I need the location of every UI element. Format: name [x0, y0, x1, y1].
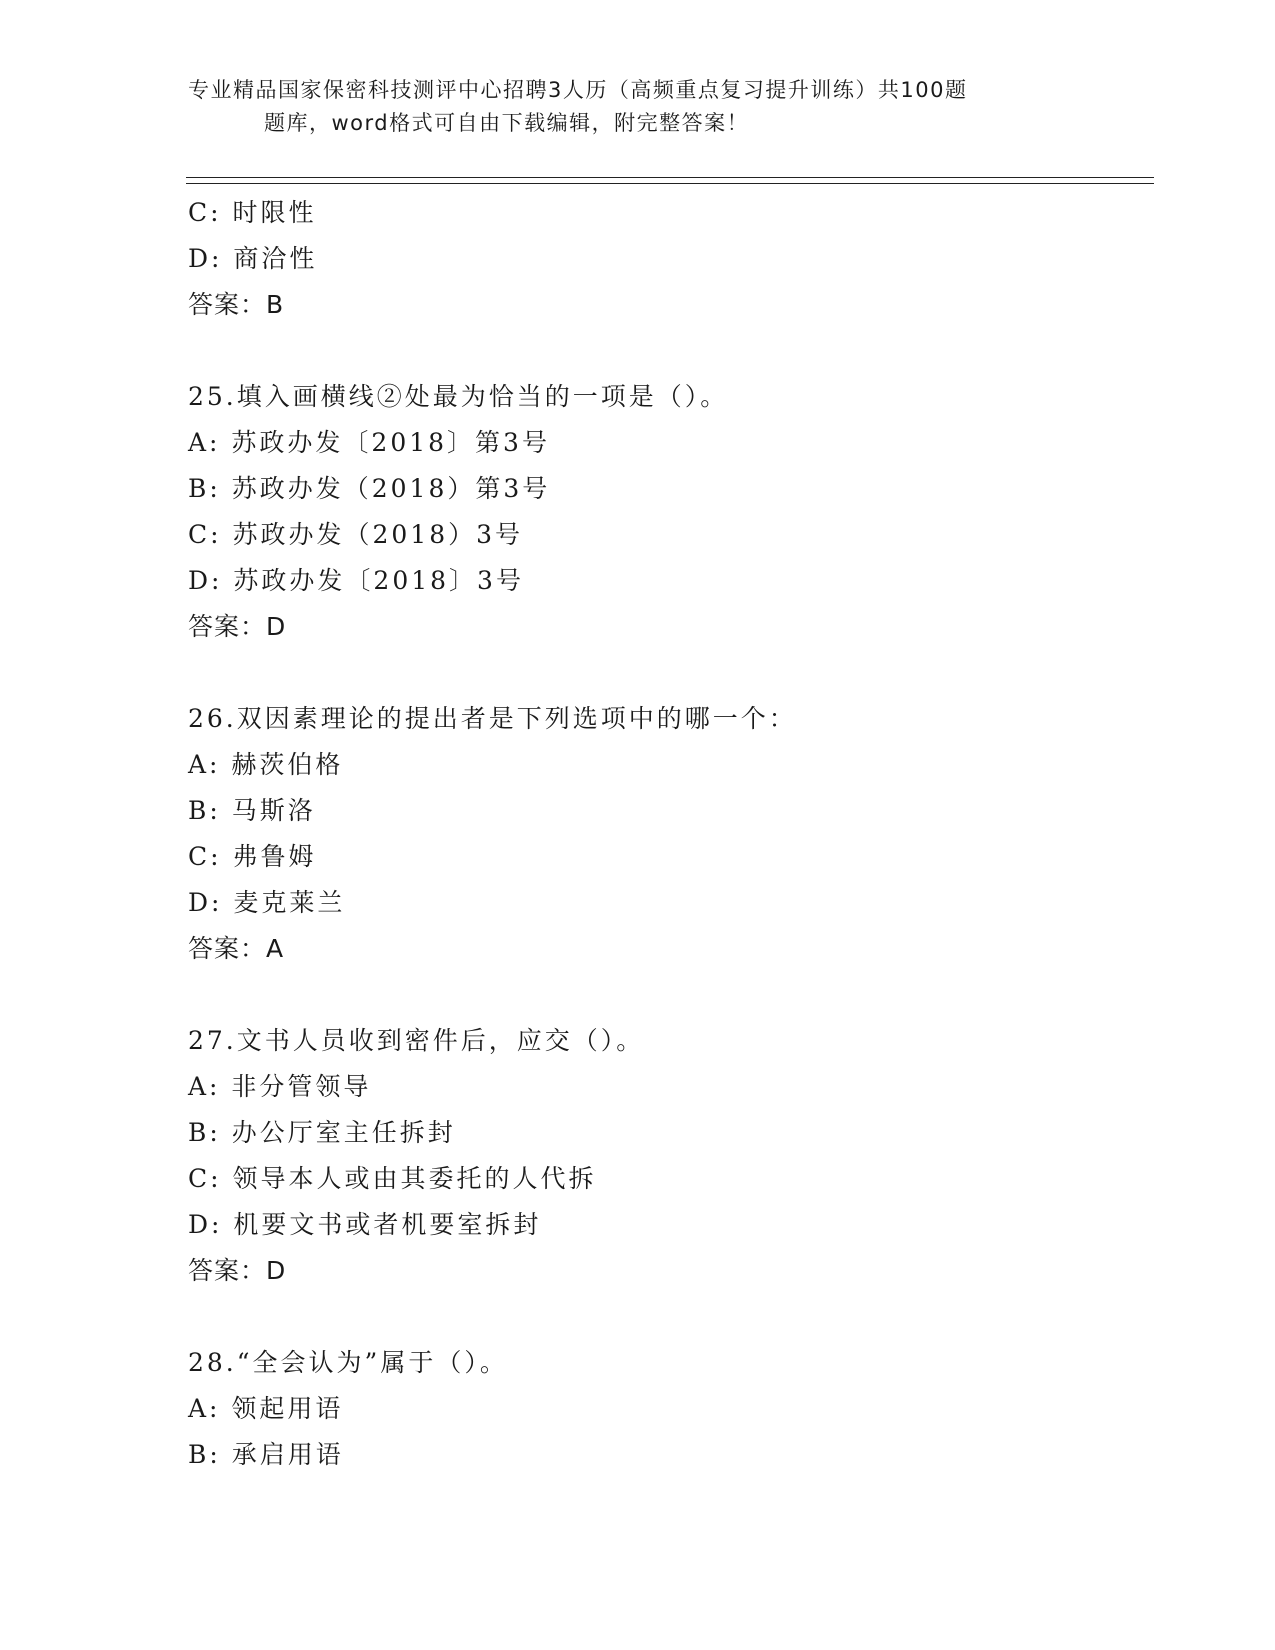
question-stem: 27.文书人员收到密件后，应交（）。 [188, 1026, 645, 1055]
option-a: A: 苏政办发〔2018〕第3号 [188, 428, 550, 457]
question-stem: 25.填入画横线②处最为恰当的一项是（）。 [188, 382, 729, 411]
option-c: C: 领导本人或由其委托的人代拆 [188, 1164, 597, 1193]
option-a: A: 非分管领导 [188, 1072, 372, 1101]
option-d: D: 商洽性 [188, 244, 318, 273]
header-title-line1: 专业精品国家保密科技测评中心招聘3人历（高频重点复习提升训练）共100题 [188, 78, 968, 102]
question-list [188, 190, 1148, 1478]
answer-label: 答案：D [188, 612, 287, 641]
header-rule-top [186, 177, 1154, 178]
option-b: B: 马斯洛 [188, 796, 316, 825]
answer-label: 答案：B [188, 290, 285, 319]
option-c: C: 弗鲁姆 [188, 842, 317, 871]
spacer [188, 1294, 1148, 1340]
spacer [188, 972, 1148, 1018]
option-c: C: 时限性 [188, 198, 317, 227]
option-a: A: 领起用语 [188, 1394, 344, 1423]
spacer [188, 650, 1148, 696]
option-d: D: 麦克莱兰 [188, 888, 346, 917]
answer-label: 答案：D [188, 1256, 287, 1285]
option-b: B: 苏政办发（2018）第3号 [188, 474, 551, 503]
answer-label: 答案：A [188, 934, 285, 963]
option-b: B: 承启用语 [188, 1440, 344, 1469]
header-title-line2: 题库，word格式可自由下载编辑，附完整答案！ [264, 111, 750, 135]
option-b: B: 办公厅室主任拆封 [188, 1118, 456, 1147]
question-stem: 26.双因素理论的提出者是下列选项中的哪一个： [188, 704, 797, 733]
spacer [188, 328, 1148, 374]
option-a: A: 赫茨伯格 [188, 750, 344, 779]
question-stem: 28.“全会认为”属于（）。 [188, 1348, 508, 1377]
option-d: D: 机要文书或者机要室拆封 [188, 1210, 542, 1239]
document-header [188, 74, 1068, 140]
option-c: C: 苏政办发（2018）3号 [188, 520, 524, 549]
option-d: D: 苏政办发〔2018〕3号 [188, 566, 524, 595]
header-rule-bottom [186, 183, 1154, 184]
